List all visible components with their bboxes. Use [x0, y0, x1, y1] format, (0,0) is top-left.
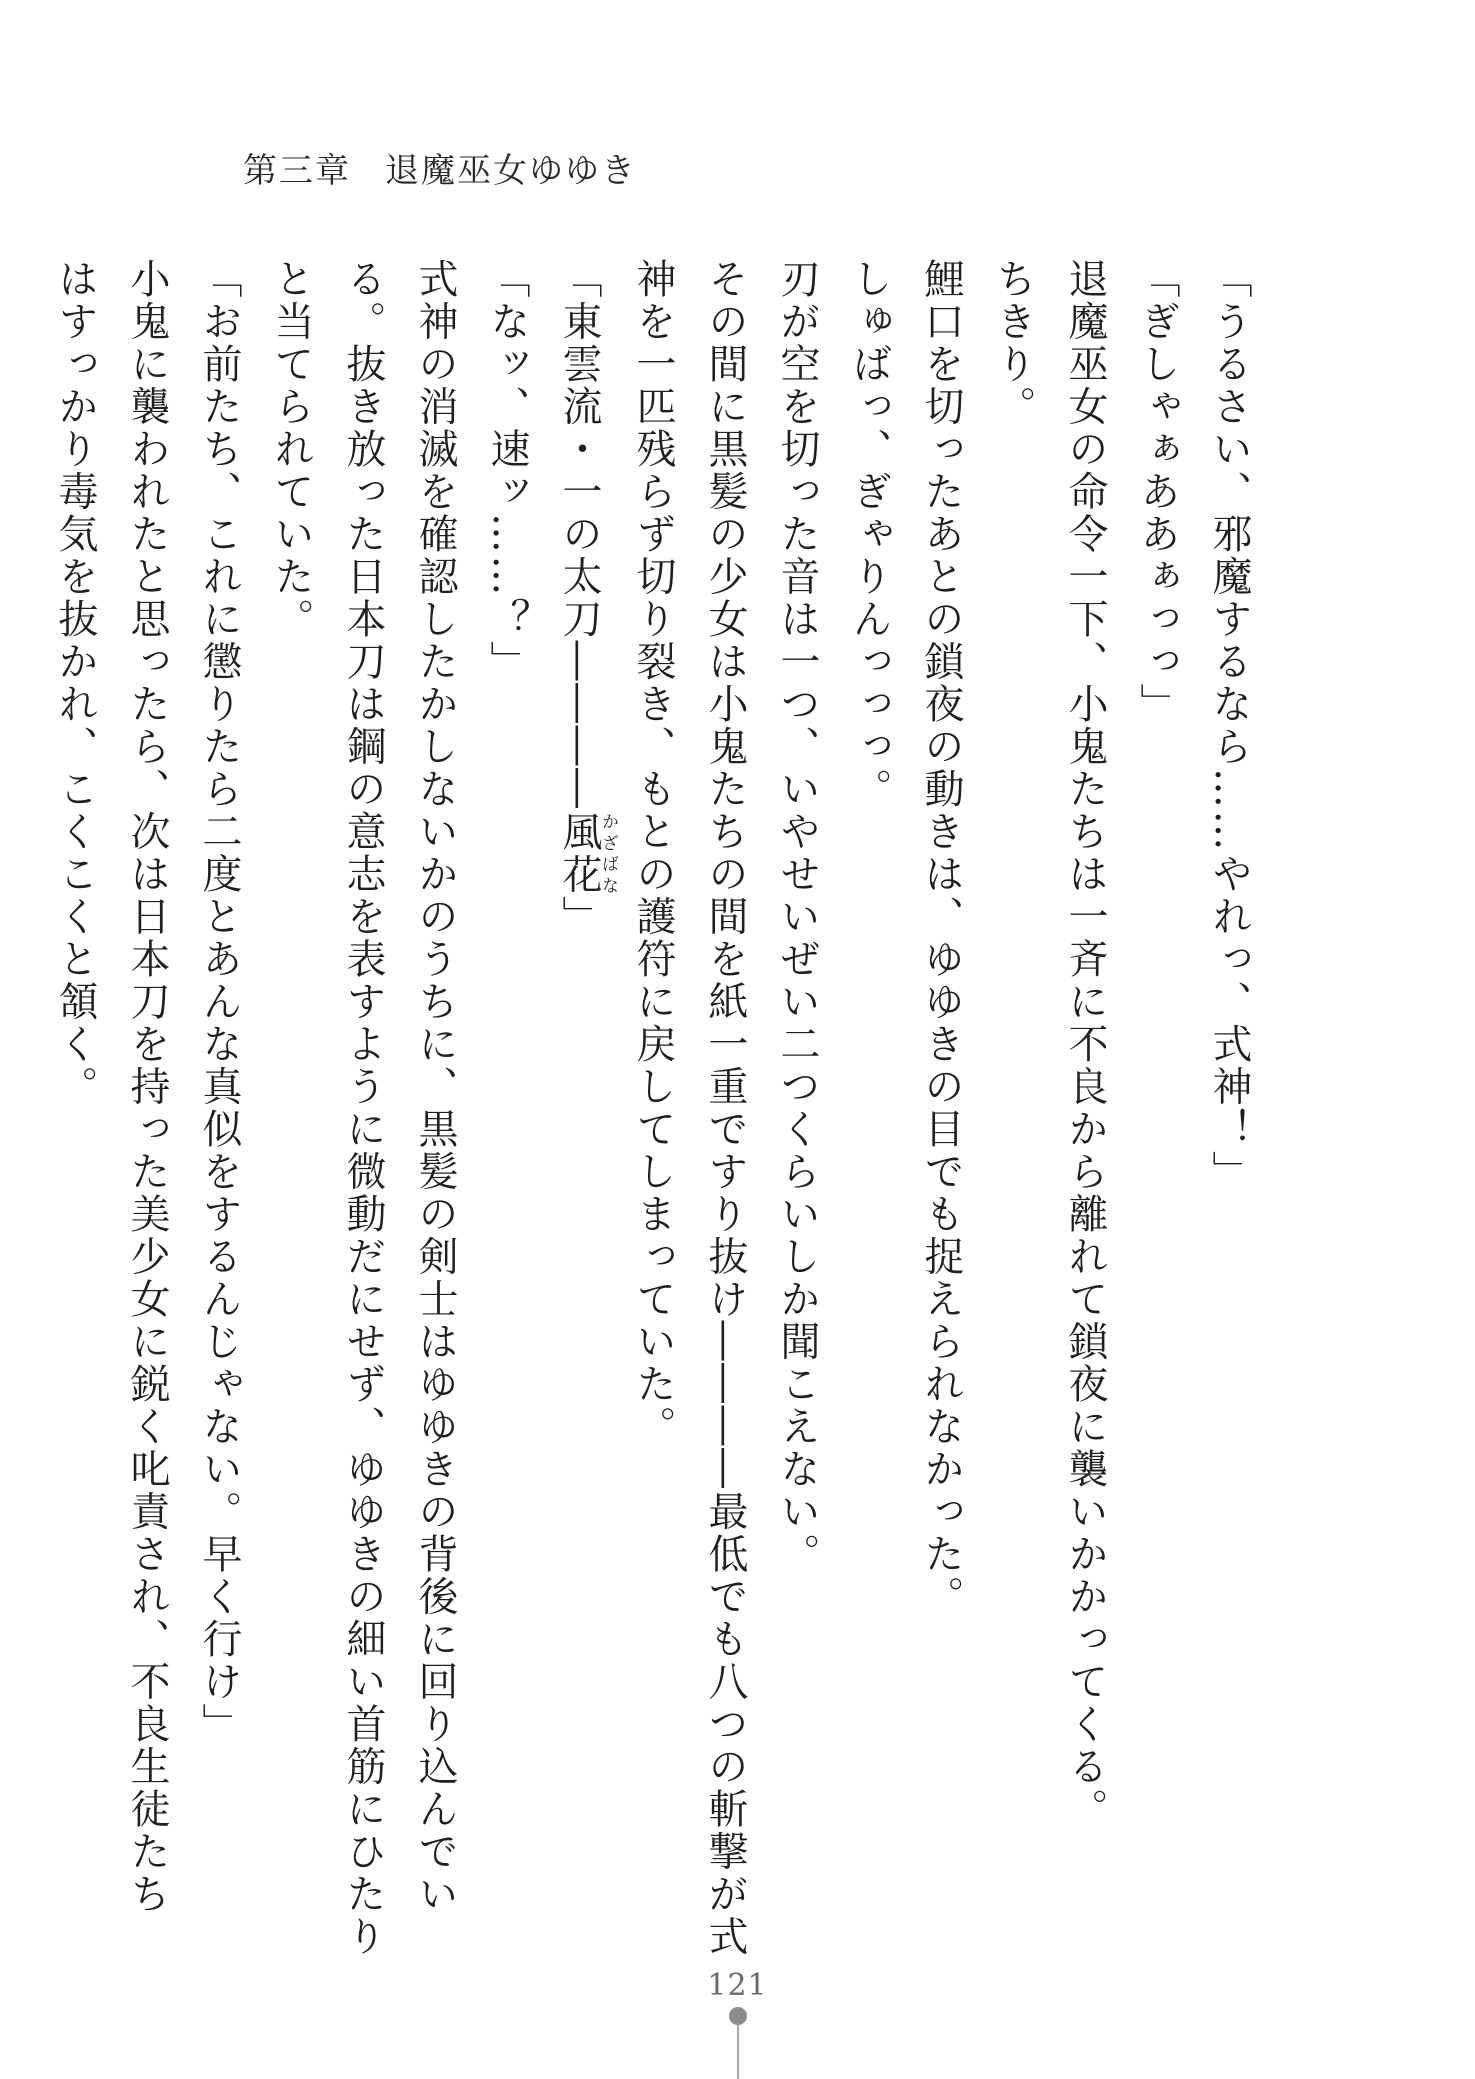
text-line: 「ぎしゃぁああぁっっ」 — [1134, 258, 1180, 726]
text-line: 鯉口を切ったあとの鎖夜の動きは、ゆゆきの目でも捉えられなかった。 — [918, 258, 964, 1618]
text-line: 小鬼に襲われたと思ったら、次は日本刀を持った美少女に鋭く叱責され、不良生徒たち — [124, 258, 170, 1916]
text-line: ちきり。 — [990, 258, 1036, 428]
chapter-number: 第三章 — [243, 151, 351, 191]
ruby-annotation — [556, 810, 618, 896]
page-marker-line — [737, 2025, 739, 2079]
text-segment: 」 — [556, 895, 602, 938]
text-line: 「お前たち、これに懲りたら二度とあんな真似をするんじゃない。早く行け」 — [196, 258, 242, 1746]
page-number: 121 — [707, 1968, 768, 2003]
text-line: 「なッ、速ッ……？」 — [484, 258, 530, 683]
ruby-reading: かざばな — [598, 810, 618, 896]
text-line-with-ruby — [543, 258, 617, 1778]
text-line: 退魔巫女の命令一下、小鬼たちは一斉に不良から離れて鎖夜に襲いかかってくる。 — [1062, 258, 1108, 1831]
text-segment: 「東雲流・一の太刀―――― — [556, 258, 602, 811]
text-line: 刃が空を切った音は一つ、いやせいぜい二つくらいしか聞こえない。 — [774, 258, 820, 1576]
ruby-base: 風花 — [556, 810, 602, 896]
text-line: 式神の消滅を確認したかしないかのうちに、黒髪の剣士はゆゆきの背後に回り込んでい — [412, 258, 458, 1916]
vertical-body-text — [39, 258, 1265, 1958]
chapter-title: 退魔巫女ゆゆき — [385, 151, 637, 191]
text-line: 「うるさい、邪魔するなら……やれっ、式神！」 — [1206, 258, 1252, 1193]
text-line: その間に黒髪の少女は小鬼たちの間を紙一重ですり抜け――――最低でも八つの斬撃が式 — [702, 258, 748, 1958]
text-line: る。抜き放った日本刀は鋼の意志を表すように微動だにせず、ゆゆきの細い首筋にひたり — [340, 258, 386, 1958]
text-line: と当てられていた。 — [268, 258, 314, 641]
text-line: しゅばっ、ぎゃりんっっっ。 — [846, 258, 892, 811]
text-line: はすっかり毒気を抜かれ、こくこくと頷く。 — [52, 258, 98, 1108]
page-marker-dot — [729, 2007, 747, 2025]
text-line: 神を一匹残らず切り裂き、もとの護符に戻してしまっていた。 — [630, 258, 676, 1448]
running-header — [243, 143, 637, 192]
